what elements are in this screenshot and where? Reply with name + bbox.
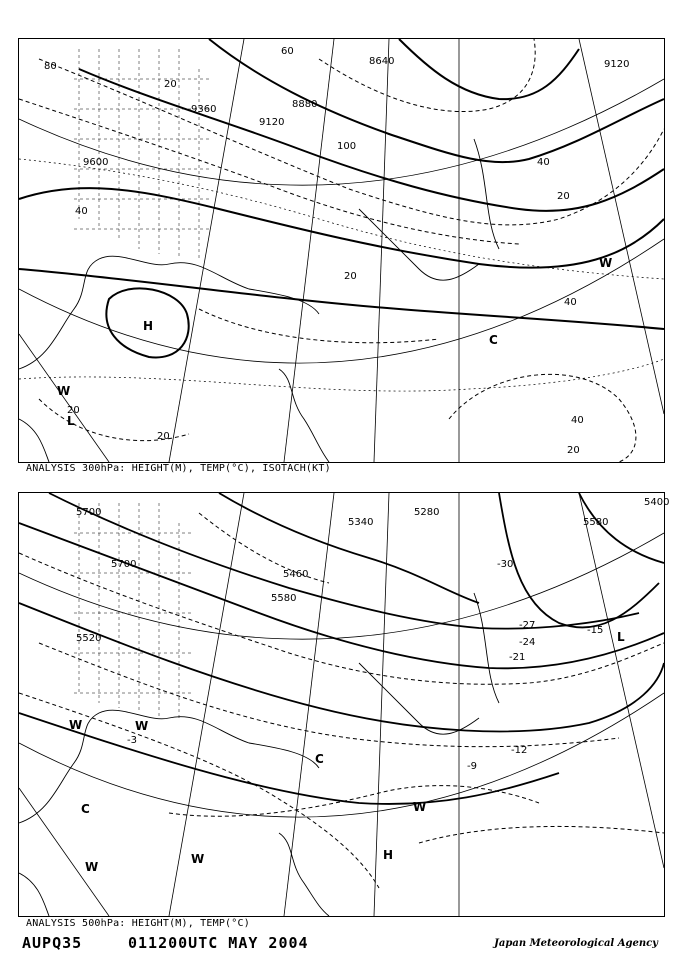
map-label: 9600 <box>83 157 109 168</box>
graticule <box>19 39 664 462</box>
map-label: 40 <box>75 206 88 217</box>
map-label: 80 <box>44 61 57 72</box>
map-label: -30 <box>497 559 514 570</box>
map-label: 100 <box>337 141 357 152</box>
isotach-contours <box>19 39 664 462</box>
map-label: 5340 <box>348 517 374 528</box>
caption-500hpa: ANALYSIS 500hPa: HEIGHT(M), TEMP(°C) <box>26 918 250 929</box>
map-label: 40 <box>537 157 550 168</box>
map-label: 5700 <box>111 559 137 570</box>
map-label: 20 <box>567 445 580 456</box>
map-label: 5280 <box>414 507 440 518</box>
map-label: -12 <box>511 745 528 756</box>
map-panel-500hpa <box>18 492 670 917</box>
map-label: 40 <box>571 415 584 426</box>
map-label: -9 <box>467 761 477 772</box>
map-label: 20 <box>157 431 170 442</box>
caption-300hpa: ANALYSIS 300hPa: HEIGHT(M), TEMP(°C), ISOTACH(KT) <box>26 463 331 474</box>
valid-time: 011200UTC MAY 2004 <box>128 934 309 952</box>
map-label: W <box>599 256 613 270</box>
map-label: -15 <box>587 625 604 636</box>
map-label: 5520 <box>76 633 102 644</box>
map-label: H <box>383 848 394 862</box>
map-label: 5700 <box>76 507 102 518</box>
map-label: 5460 <box>283 569 309 580</box>
map-500hpa-svg <box>19 493 670 916</box>
map-label: 20 <box>344 271 357 282</box>
map-label: W <box>413 800 427 814</box>
graticule <box>19 493 664 916</box>
map-label: W <box>69 718 83 732</box>
map-label: 20 <box>164 79 177 90</box>
map-label: 20 <box>67 405 80 416</box>
map-label: 20 <box>557 191 570 202</box>
map-label: -27 <box>519 620 536 631</box>
map-label: C <box>489 333 498 347</box>
hatch-region <box>74 49 209 259</box>
map-label: 5580 <box>271 593 297 604</box>
map-label: C <box>81 802 90 816</box>
map-label: 8880 <box>292 99 318 110</box>
map-300hpa-svg <box>19 39 664 462</box>
map-label: 5580 <box>583 517 609 528</box>
map-label: W <box>85 860 99 874</box>
map-label: -3 <box>127 735 137 746</box>
chart-id: AUPQ35 <box>22 934 83 952</box>
map-label: L <box>617 630 625 644</box>
map-label: 40 <box>564 297 577 308</box>
map-label: H <box>143 319 154 333</box>
map-label: -21 <box>509 652 526 663</box>
map-label: 5400 <box>644 497 670 508</box>
map-label: W <box>191 852 205 866</box>
hatch-region <box>74 503 194 718</box>
map-label: L <box>67 414 75 428</box>
map-label: 9360 <box>191 104 217 115</box>
map-label: 60 <box>281 46 294 57</box>
agency-credit: Japan Meteorological Agency <box>494 938 658 949</box>
map-label: 9120 <box>604 59 630 70</box>
map-label: 8640 <box>369 56 395 67</box>
map-label: -24 <box>519 637 536 648</box>
map-label: 9120 <box>259 117 285 128</box>
map-label: C <box>315 752 324 766</box>
map-panel-300hpa <box>18 38 665 463</box>
map-label: W <box>57 384 71 398</box>
map-label: W <box>135 719 149 733</box>
label-layer <box>44 46 629 456</box>
height-contours <box>19 493 664 804</box>
